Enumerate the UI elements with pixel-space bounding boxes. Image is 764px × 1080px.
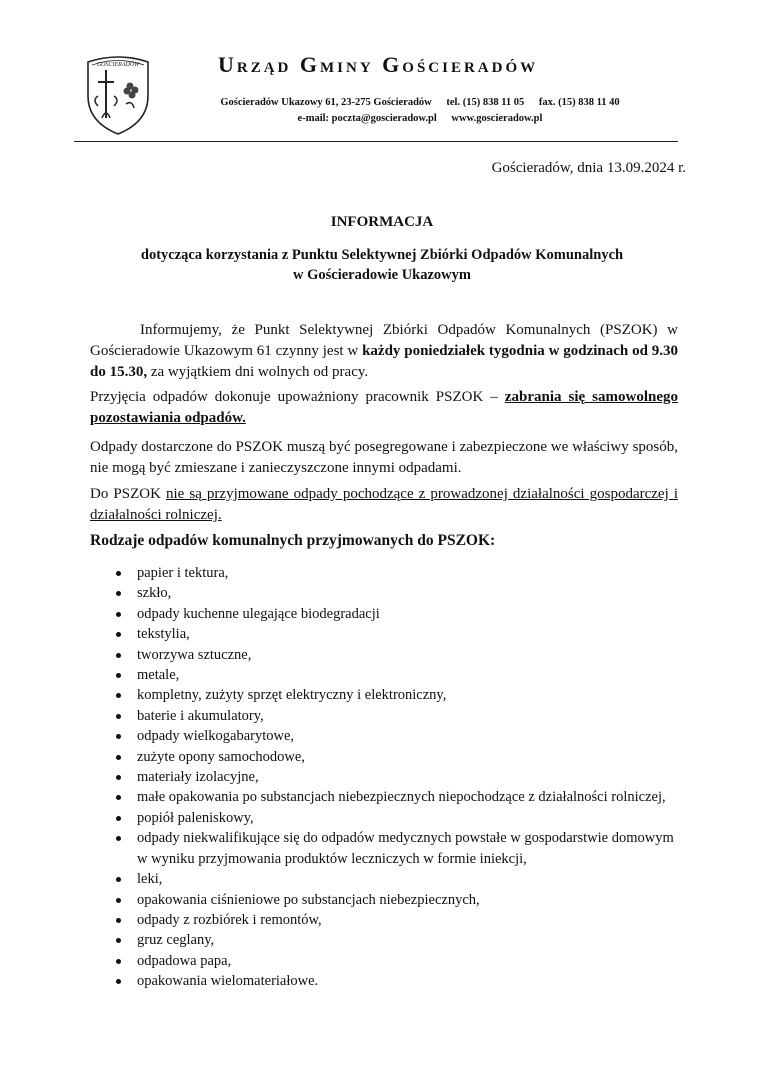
exclusion-notice: nie są przyjmowane odpady pochodzące z prowadzonej działalności gospodarczej i działalności rolniczej. xyxy=(90,486,678,523)
subtitle-line-1: dotycząca korzystania z Punktu Selektywnej Zbiórki Odpadów Komunalnych xyxy=(140,247,624,263)
office-fax: fax. (15) 838 11 40 xyxy=(538,97,620,108)
waste-type-item: gruz ceglany, xyxy=(90,930,678,950)
waste-type-item: kompletny, zużyty sprzęt elektryczny i elektroniczny, xyxy=(90,685,678,705)
document-title: INFORMACJA xyxy=(330,214,434,230)
waste-type-item: metale, xyxy=(90,665,678,685)
paragraph-segregation: Odpady dostarczone do PSZOK muszą być posegregowane i zabezpieczone we właściwy sposób, nie mogą być zmieszane i zanieczyszczone innymi odpadami. xyxy=(90,439,678,476)
svg-text:GOŚCIERADÓW: GOŚCIERADÓW xyxy=(96,62,140,68)
office-name: Urząd Gminy Gościeradów xyxy=(218,52,539,77)
prohibition-notice: zabrania się samowolnego pozostawiania odpadów. xyxy=(90,389,678,426)
subtitle-line-2: w Gościeradowie Ukazowym xyxy=(292,267,471,283)
coat-of-arms-icon xyxy=(80,52,156,136)
waste-type-item: szkło, xyxy=(90,583,678,603)
office-address: Gościeradów Ukazowy 61, 23-275 Gościeradów xyxy=(220,97,432,108)
document-subtitle xyxy=(0,245,764,285)
paragraph-opening-hours xyxy=(90,320,678,383)
waste-type-item: opakowania ciśnieniowe po substancjach niebezpiecznych, xyxy=(90,890,678,910)
waste-type-item: tekstylia, xyxy=(90,624,678,644)
waste-type-item: małe opakowania po substancjach niebezpiecznych niepochodzące z działalności rolniczej, xyxy=(90,787,678,807)
waste-type-item: zużyte opony samochodowe, xyxy=(90,747,678,767)
waste-type-item: tworzywa sztuczne, xyxy=(90,645,678,665)
office-phone: tel. (15) 838 11 05 xyxy=(446,97,525,108)
waste-type-item: odpady kuchenne ulegające biodegradacji xyxy=(90,604,678,624)
waste-type-item: leki, xyxy=(90,869,678,889)
waste-type-item: odpadowa papa, xyxy=(90,951,678,971)
waste-type-item: baterie i akumulatory, xyxy=(90,706,678,726)
paragraph-text: za wyjątkiem dni wolnych od pracy. xyxy=(147,364,369,380)
paragraph-text: Informujemy, że Punkt Selektywnej Zbiórki Odpadów Komunalnych (PSZOK) w Gościeradowie Ukazowym 61 czynny jest w xyxy=(90,322,678,359)
paragraph-exclusions xyxy=(90,484,678,526)
document-date: Gościeradów, dnia 13.09.2024 r. xyxy=(491,160,686,176)
office-contact xyxy=(180,95,660,127)
paragraph-text: Przyjęcia odpadów dokonuje upoważniony pracownik PSZOK – xyxy=(90,389,505,405)
waste-type-item: popiół paleniskowy, xyxy=(90,808,678,828)
waste-type-item: materiały izolacyjne, xyxy=(90,767,678,787)
waste-types-heading: Rodzaje odpadów komunalnych przyjmowanych do PSZOK: xyxy=(90,532,496,549)
paragraph-text: Do PSZOK xyxy=(90,486,166,502)
paragraph-reception xyxy=(90,387,678,429)
office-website: www.goscieradow.pl xyxy=(451,113,543,124)
opening-hours-bold: każdy poniedziałek tygodnia w godzinach od 9.30 do 15.30, xyxy=(90,343,678,380)
office-email: e-mail: poczta@goscieradow.pl xyxy=(297,113,437,124)
waste-type-item: odpady z rozbiórek i remontów, xyxy=(90,910,678,930)
waste-type-item: opakowania wielomateriałowe. xyxy=(90,971,678,991)
waste-types-list xyxy=(90,563,678,992)
waste-type-item: odpady niekwalifikujące się do odpadów medycznych powstałe w gospodarstwie domowym w wyniku przyjmowania produktów leczniczych w formie iniekcji, xyxy=(90,828,678,869)
header-divider xyxy=(74,141,678,142)
waste-type-item: papier i tektura, xyxy=(90,563,678,583)
waste-type-item: odpady wielkogabarytowe, xyxy=(90,726,678,746)
